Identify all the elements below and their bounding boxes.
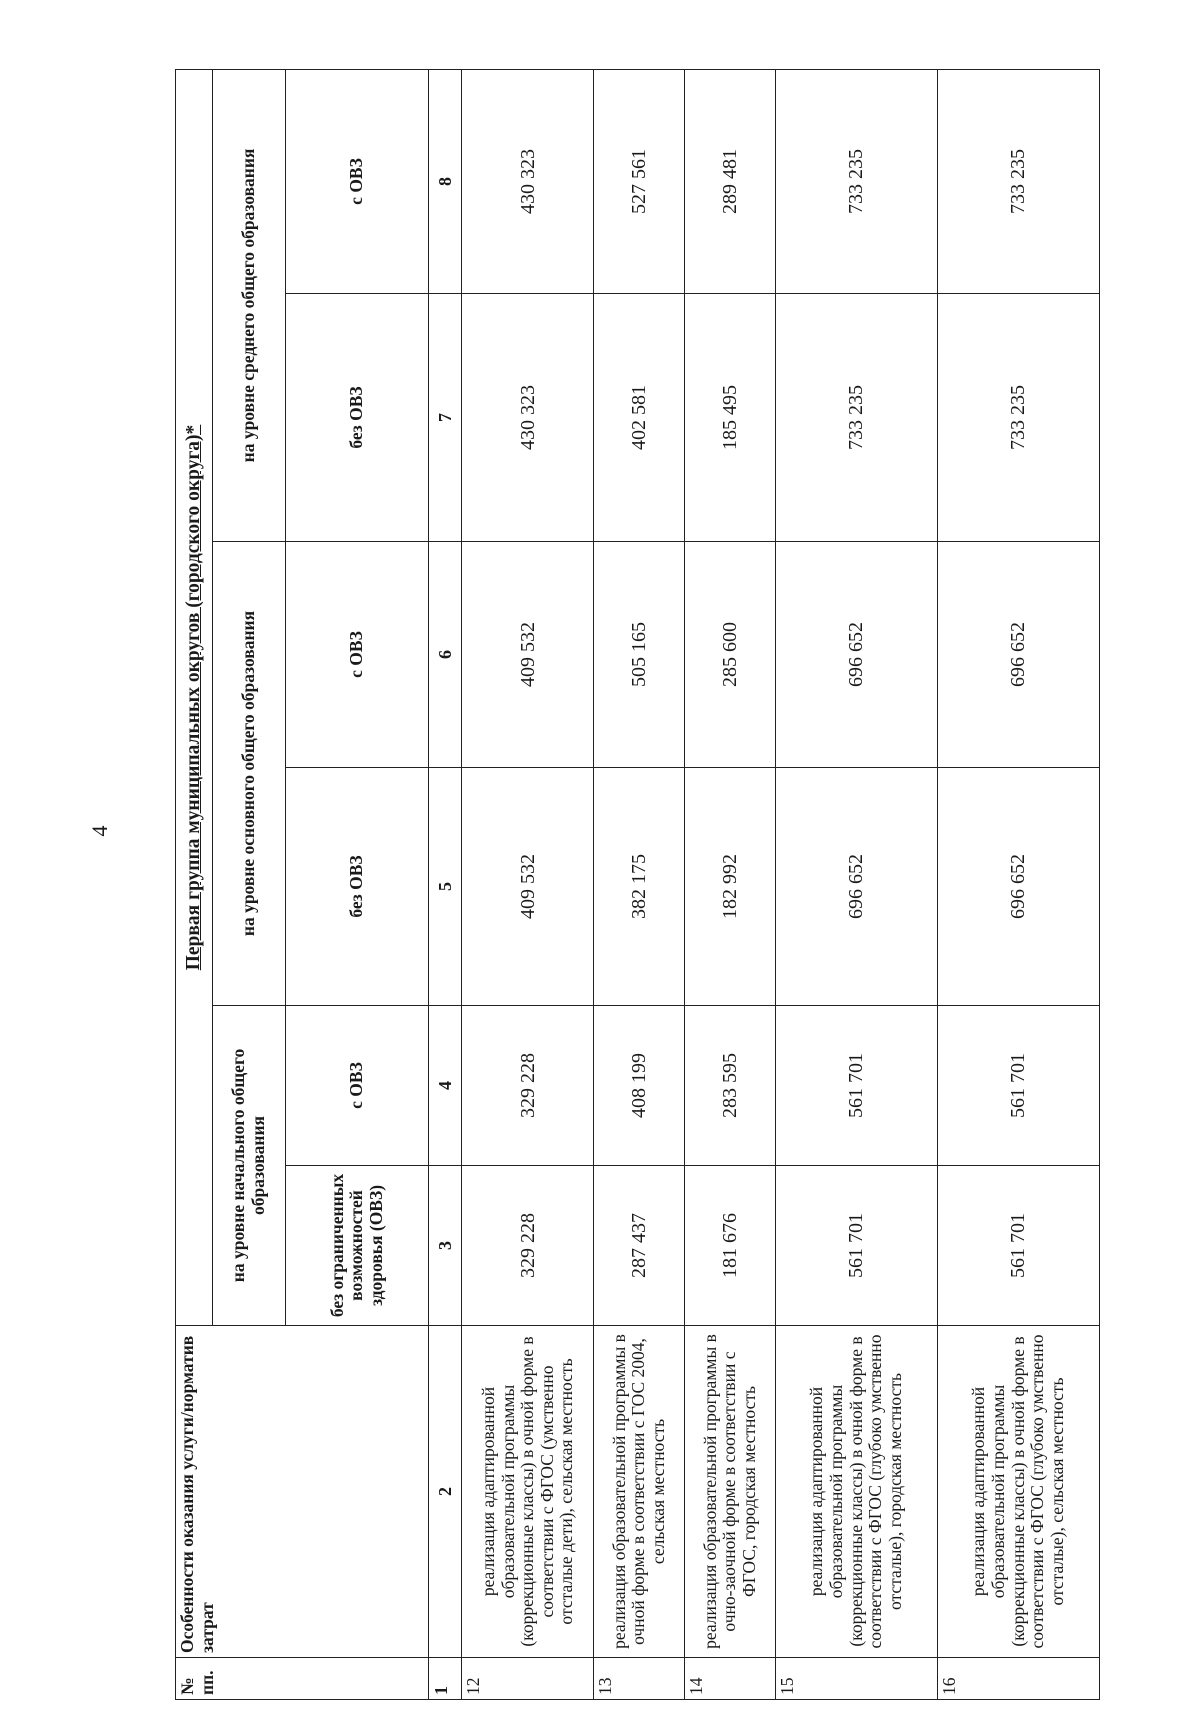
header-desc: Особенности оказания услуги/норматив затрат xyxy=(176,1326,429,1658)
col-index: 6 xyxy=(429,542,462,768)
col-index: 2 xyxy=(429,1326,462,1658)
level-primary: на уровне начального общего образования xyxy=(213,1006,286,1326)
col-index: 7 xyxy=(429,294,462,542)
page-number: 4 xyxy=(87,825,112,837)
col-index: 8 xyxy=(429,69,462,293)
sub-header: без ограниченных возможностей здоровья (ОВЗ) xyxy=(286,1166,429,1326)
row-num: 14 xyxy=(685,1658,776,1700)
row-desc: реализация адаптированной образовательной программы (коррекционные классы) в очной форме в соответствии с ФГОС (умственно отсталые дети), сельская местность xyxy=(462,1326,594,1658)
cell-value: 733 235 xyxy=(775,294,937,542)
cell-value: 561 701 xyxy=(937,1166,1099,1326)
sub-header: без ОВЗ xyxy=(286,768,429,1006)
column-index-row xyxy=(429,69,462,1699)
cell-value: 409 532 xyxy=(462,768,594,1006)
header-num: № пп. xyxy=(176,1658,429,1700)
cell-value: 696 652 xyxy=(937,542,1099,768)
cell-value: 287 437 xyxy=(594,1166,685,1326)
table-row xyxy=(937,69,1099,1699)
cell-value: 561 701 xyxy=(775,1006,937,1166)
group-title: Первая группа муниципальных округов (городского округа)* xyxy=(176,69,213,1325)
sub-header: без ОВЗ xyxy=(286,294,429,542)
col-index: 1 xyxy=(429,1658,462,1700)
row-num: 16 xyxy=(937,1658,1099,1700)
cell-value: 181 676 xyxy=(685,1166,776,1326)
cell-value: 402 581 xyxy=(594,294,685,542)
row-num: 15 xyxy=(775,1658,937,1700)
level-basic: на уровне основного общего образования xyxy=(213,542,286,1006)
rotated-table-container xyxy=(175,70,1100,1700)
row-num: 12 xyxy=(462,1658,594,1700)
col-index: 3 xyxy=(429,1166,462,1326)
cell-value: 696 652 xyxy=(775,542,937,768)
cell-value: 283 595 xyxy=(685,1006,776,1166)
cell-value: 182 992 xyxy=(685,768,776,1006)
cell-value: 561 701 xyxy=(775,1166,937,1326)
cell-value: 285 600 xyxy=(685,542,776,768)
cell-value: 696 652 xyxy=(775,768,937,1006)
cell-value: 185 495 xyxy=(685,294,776,542)
cell-value: 409 532 xyxy=(462,542,594,768)
cell-value: 733 235 xyxy=(937,69,1099,293)
cell-value: 505 165 xyxy=(594,542,685,768)
cell-value: 696 652 xyxy=(937,768,1099,1006)
table-row xyxy=(462,69,594,1699)
cell-value: 561 701 xyxy=(937,1006,1099,1166)
table-row xyxy=(685,69,776,1699)
col-index: 5 xyxy=(429,768,462,1006)
col-index: 4 xyxy=(429,1006,462,1166)
cell-value: 289 481 xyxy=(685,69,776,293)
row-desc: реализация образовательной программы в очно-заочной форме в соответствии с ФГОС, городская местность xyxy=(685,1326,776,1658)
row-num: 13 xyxy=(594,1658,685,1700)
sub-header: с ОВЗ xyxy=(286,69,429,293)
cell-value: 430 323 xyxy=(462,294,594,542)
row-desc: реализация адаптированной образовательной программы (коррекционные классы) в очной форме в соответствии с ФГОС (глубоко умственно отсталые), городская местность xyxy=(775,1326,937,1658)
level-secondary: на уровне среднего общего образования xyxy=(213,69,286,541)
row-desc: реализация образовательной программы в очной форме в соответствии с ГОС 2004, сельская местность xyxy=(594,1326,685,1658)
cell-value: 733 235 xyxy=(775,69,937,293)
cell-value: 527 561 xyxy=(594,69,685,293)
table-row xyxy=(775,69,937,1699)
cell-value: 733 235 xyxy=(937,294,1099,542)
sub-header: с ОВЗ xyxy=(286,542,429,768)
cell-value: 329 228 xyxy=(462,1166,594,1326)
row-desc: реализация адаптированной образовательной программы (коррекционные классы) в очной форме в соответствии с ФГОС (глубоко умственно отсталые), сельская местность xyxy=(937,1326,1099,1658)
sub-header: с ОВЗ xyxy=(286,1006,429,1166)
cost-norms-table xyxy=(175,69,1100,1700)
cell-value: 329 228 xyxy=(462,1006,594,1166)
table-row xyxy=(594,69,685,1699)
cell-value: 408 199 xyxy=(594,1006,685,1166)
cell-value: 430 323 xyxy=(462,69,594,293)
cell-value: 382 175 xyxy=(594,768,685,1006)
